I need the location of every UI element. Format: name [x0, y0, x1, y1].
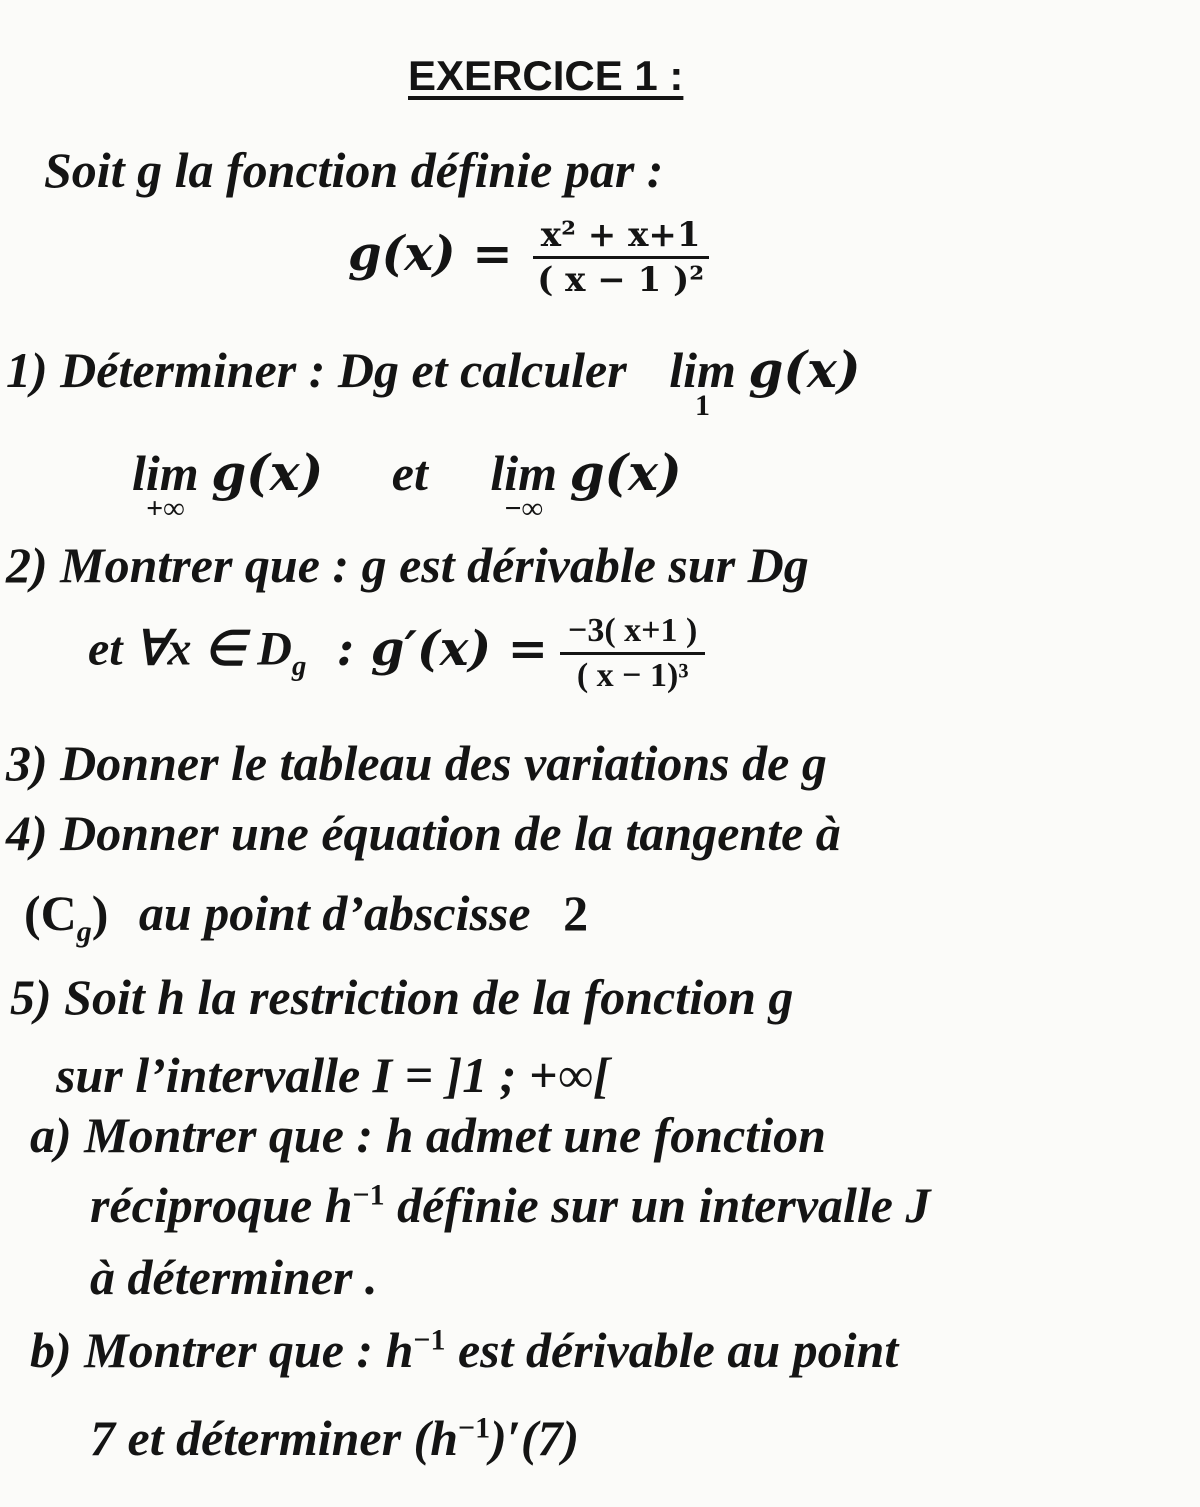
g-fraction	[529, 215, 712, 300]
lim-text: lim	[490, 445, 558, 501]
question-5a-line2	[90, 1177, 931, 1233]
et-word: et	[391, 445, 428, 501]
question-1	[6, 340, 861, 422]
lim-at-1	[669, 342, 736, 422]
lim-sub: −∞	[504, 492, 543, 525]
intro-line: Soit g la fonction définie par :	[44, 142, 664, 198]
derivative-lhs: : g′(x) =	[336, 620, 548, 677]
question-5a: a) Montrer que : h admet une fonction	[30, 1107, 826, 1163]
inverse-sup: −1	[413, 1323, 446, 1357]
inverse-sup: −1	[352, 1178, 385, 1212]
abscissa-text: au point d’abscisse	[138, 885, 531, 941]
function-expr: g(x)	[569, 443, 682, 502]
curve-close: )	[91, 885, 109, 941]
curve-name: (C	[24, 885, 77, 941]
text: réciproque h	[90, 1177, 353, 1233]
lim-sub: +∞	[146, 492, 185, 525]
text: )′(7)	[490, 1410, 580, 1466]
question-5-interval: sur l’intervalle I = ]1 ; +∞[	[56, 1047, 610, 1103]
question-3: 3) Donner le tableau des variations de g	[6, 735, 827, 791]
question-4: 4) Donner une équation de la tangente à	[6, 805, 841, 861]
question-5a-line3: à déterminer .	[90, 1249, 378, 1305]
question-5b-line2	[90, 1410, 580, 1466]
text: est dérivable au point	[445, 1322, 899, 1378]
g-numerator: x² + x+1	[533, 218, 709, 259]
question-5: 5) Soit h la restriction de la fonction g	[10, 969, 794, 1025]
derivative-denominator: ( x − 1)³	[576, 657, 689, 694]
g-denominator: ( x − 1 )²	[537, 260, 705, 300]
g-definition	[348, 215, 712, 300]
text: b) Montrer que : h	[30, 1322, 414, 1378]
question-2: 2) Montrer que : g est dérivable sur Dg	[6, 537, 809, 593]
text: 7 et déterminer (h	[90, 1410, 459, 1466]
lim-text: lim	[669, 342, 736, 398]
derivative-fraction	[560, 614, 705, 693]
text: définie sur un intervalle J	[384, 1177, 931, 1233]
inverse-sup: −1	[458, 1411, 491, 1445]
question-5b	[30, 1322, 899, 1378]
g-lhs: g(x) =	[348, 226, 513, 282]
q1-label: 1) Déterminer : Dg et calculer	[6, 342, 627, 398]
forall-text: et ∀x ∈ D	[88, 622, 292, 676]
question-4-point	[24, 885, 589, 948]
question-1-limits	[132, 443, 682, 525]
lim-minus-inf	[490, 445, 558, 525]
abscissa-value: 2	[563, 885, 589, 941]
lim-plus-inf	[132, 445, 199, 525]
curve-sub: g	[76, 915, 92, 948]
question-2-derivative	[88, 614, 705, 693]
domain-sub: g	[291, 650, 307, 683]
function-expr: g(x)	[211, 443, 324, 502]
exercise-title: EXERCICE 1 :	[408, 52, 684, 99]
derivative-numerator: −3( x+1 )	[560, 614, 705, 655]
lim-sub: 1	[695, 389, 711, 422]
function-expr: g(x)	[748, 340, 861, 399]
lim-text: lim	[132, 445, 199, 501]
